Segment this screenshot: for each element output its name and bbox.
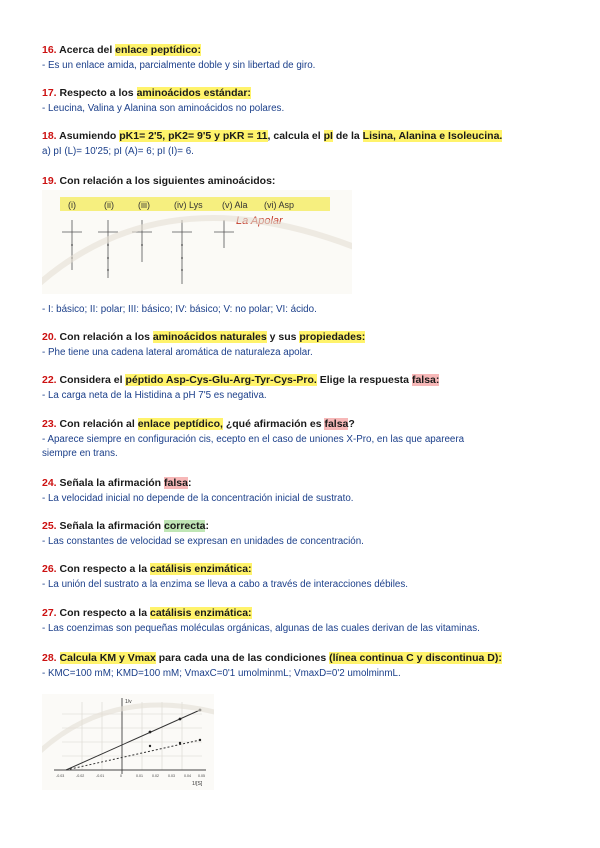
highlight: pK1= 2'5, pK2= 9'5 y pKR = 11	[119, 130, 268, 142]
question-22	[42, 374, 562, 403]
highlight: falsa:	[411, 374, 440, 386]
highlight: catálisis enzimática:	[149, 563, 252, 575]
lineweaver-burk-figure	[42, 694, 214, 790]
question-number: 25.	[42, 520, 57, 532]
question-27	[42, 607, 562, 636]
question-title: 20. Con relación a los aminoácidos naturales y sus propiedades:	[42, 331, 366, 343]
question-18	[42, 130, 562, 159]
question-number: 19.	[42, 175, 57, 187]
x-tick: 0.01	[136, 774, 143, 778]
question-number: 22.	[42, 374, 57, 386]
question-number: 27.	[42, 607, 57, 619]
question-19	[42, 175, 562, 188]
question-number: 23.	[42, 418, 57, 430]
highlight: correcta	[164, 520, 206, 532]
highlight: péptido Asp-Cys-Glu-Arg-Tyr-Cys-Pro.	[125, 374, 317, 386]
x-tick: -0.03	[56, 774, 65, 778]
highlight: aminoácidos estándar:	[136, 87, 251, 99]
label-i: (i)	[68, 200, 76, 210]
question-title: 27. Con respecto a la catálisis enzimática:	[42, 607, 252, 619]
question-28	[42, 652, 562, 681]
question-title: 18. Asumiendo pK1= 2'5, pK2= 9'5 y pKR = 11, calcula el pI de la Lisina, Alanina e Isoleucina.	[42, 130, 503, 142]
x-tick: -0.01	[96, 774, 105, 778]
question-17	[42, 87, 562, 116]
question-title: 26. Con respecto a la catálisis enzimática:	[42, 563, 252, 575]
question-number: 28.	[42, 652, 57, 664]
question-26	[42, 563, 562, 592]
question-25	[42, 520, 562, 549]
question-number: 20.	[42, 331, 57, 343]
question-title: 16. Acerca del enlace peptídico:	[42, 44, 201, 56]
highlight: Lisina, Alanina e Isoleucina.	[362, 130, 503, 142]
highlight: Calcula KM y Vmax	[59, 652, 156, 664]
handwritten-note: La Apolar	[236, 215, 283, 227]
label-v-ala: (v) Ala	[222, 200, 248, 210]
answer: - Leucina, Valina y Alanina son aminoácidos no polares.	[42, 103, 285, 114]
answer: a) pI (L)= 10'25; pI (A)= 6; pI (I)= 6.	[42, 146, 194, 157]
highlight: pI	[323, 130, 333, 142]
answer: - Phe tiene una cadena lateral aromática de naturaleza apolar.	[42, 347, 313, 358]
answer: - La unión del sustrato a la enzima se lleva a cabo a través de interacciones débiles.	[42, 579, 408, 590]
question-20	[42, 331, 562, 360]
question-23	[42, 418, 562, 461]
question-number: 17.	[42, 87, 57, 99]
highlight: (línea continua C y discontinua D):	[329, 652, 502, 664]
highlight: falsa	[324, 418, 349, 430]
question-title: 17. Respecto a los aminoácidos estándar:	[42, 87, 251, 99]
answer: - La velocidad inicial no depende de la concentración inicial de sustrato.	[42, 493, 354, 504]
answer: - La carga neta de la Histidina a pH 7'5 es negativa.	[42, 390, 267, 401]
answer: - Las constantes de velocidad se expresan en unidades de concentración.	[42, 536, 364, 547]
question-title: 24. Señala la afirmación falsa:	[42, 477, 192, 489]
highlight: aminoácidos naturales	[152, 331, 267, 343]
x-tick: 0.03	[168, 774, 175, 778]
question-title: 19. Con relación a los siguientes aminoácidos:	[42, 175, 276, 187]
amino-acid-structures-figure	[42, 190, 352, 294]
highlight: enlace peptídico:	[115, 44, 201, 56]
label-iv-lys: (iv) Lys	[174, 200, 203, 210]
label-vi-asp: (vi) Asp	[264, 200, 295, 210]
x-tick: 0	[120, 774, 122, 778]
answer: - Aparece siempre en configuración cis, ecepto en el caso de uniones X-Pro, en las que apareera siempre en trans.	[42, 434, 465, 459]
x-tick: 0.02	[152, 774, 159, 778]
highlight: falsa	[164, 477, 188, 489]
question-title: 22. Considera el péptido Asp-Cys-Glu-Arg-Tyr-Cys-Pro. Elige la respuesta falsa:	[42, 374, 440, 386]
x-axis-label: 1/[S]	[192, 781, 203, 787]
answer: - Las coenzimas son pequeñas moléculas orgánicas, algunas de las cuales derivan de las vitaminas.	[42, 623, 480, 634]
question-16	[42, 44, 562, 73]
y-axis-label: 1/v	[125, 699, 132, 705]
x-tick: -0.02	[76, 774, 85, 778]
x-tick: 0.04	[184, 774, 191, 778]
x-tick: 0.05	[198, 774, 205, 778]
answer: - Es un enlace amida, parcialmente doble y sin libertad de giro.	[42, 60, 316, 71]
question-title: 25. Señala la afirmación correcta:	[42, 520, 209, 532]
answer: - I: básico; II: polar; III: básico; IV: básico; V: no polar; VI: ácido.	[42, 304, 317, 315]
question-title: 28. Calcula KM y Vmax para cada una de las condiciones (línea continua C y discontinua D):	[42, 652, 502, 664]
label-iii: (iii)	[138, 200, 150, 210]
highlight: propiedades:	[299, 331, 366, 343]
answer: - KMC=100 mM; KMD=100 mM; VmaxC=0'1 umolminmL; VmaxD=0'2 umolminmL.	[42, 668, 401, 679]
question-number: 26.	[42, 563, 57, 575]
highlight: catálisis enzimática:	[149, 607, 252, 619]
question-number: 24.	[42, 477, 57, 489]
question-number: 16.	[42, 44, 57, 56]
question-19-answer	[42, 301, 562, 317]
question-title: 23. Con relación al enlace peptídico, ¿qué afirmación es falsa?	[42, 418, 355, 430]
label-ii: (ii)	[104, 200, 114, 210]
question-24	[42, 477, 562, 506]
question-number: 18.	[42, 130, 57, 142]
highlight: enlace peptídico,	[137, 418, 223, 430]
